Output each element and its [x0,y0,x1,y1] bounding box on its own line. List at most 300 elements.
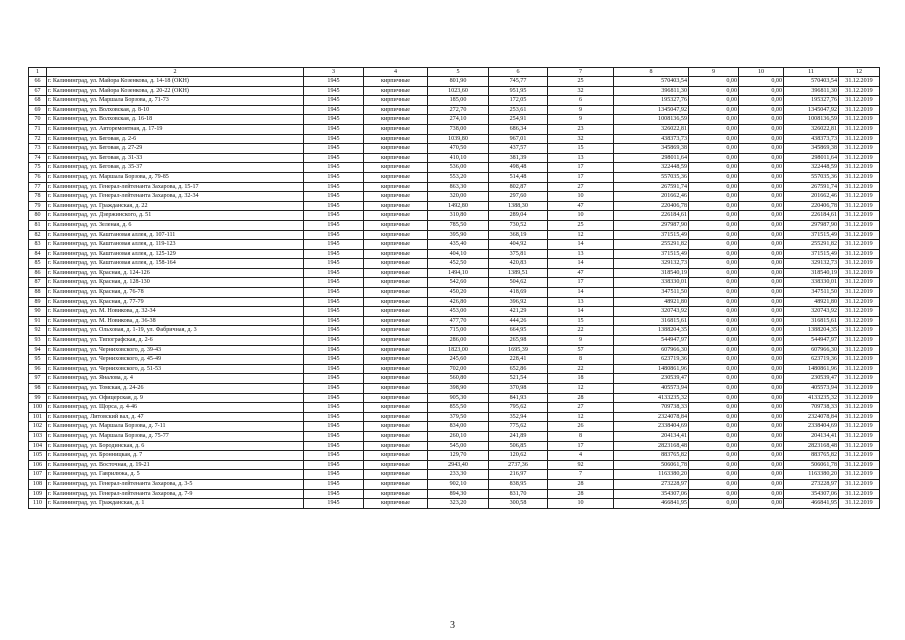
header-cell-8: 8 [614,68,689,77]
cell-address: г. Калининград, ул. Авторемонтная, д. 17-19 [47,124,304,134]
cell-row-number: 76 [29,172,47,182]
cell-year-built: 1945 [304,153,364,163]
cell-row-number: 97 [29,374,47,384]
cell-residents: 4 [548,451,614,461]
table-row [29,86,880,96]
cell-cost: 557035,36 [614,172,689,182]
cell-row-number: 68 [29,96,47,106]
cell-year-built: 1945 [304,201,364,211]
cell-residents: 8 [548,431,614,441]
cell-cost-col-10: 0,00 [739,124,784,134]
cell-residents: 10 [548,211,614,221]
cell-cost-col-9: 0,00 [689,288,739,298]
table-row [29,240,880,250]
cell-cost: 273228,97 [614,479,689,489]
cell-address: г. Калининград, ул. Восточная, д. 19-21 [47,460,304,470]
cell-row-number: 108 [29,479,47,489]
cell-year-built: 1945 [304,211,364,221]
table-row [29,230,880,240]
cell-residents: 8 [548,355,614,365]
cell-living-area: 418,69 [489,288,548,298]
cell-deadline: 31.12.2019 [839,211,880,221]
cell-cost-col-9: 0,00 [689,163,739,173]
table-row [29,393,880,403]
cell-total-cost: 883765,82 [784,451,839,461]
cell-cost-col-9: 0,00 [689,412,739,422]
cell-row-number: 71 [29,124,47,134]
cell-year-built: 1945 [304,268,364,278]
cell-cost-col-10: 0,00 [739,153,784,163]
cell-residents: 32 [548,134,614,144]
cell-residents: 9 [548,115,614,125]
cell-address: г. Калининград, ул. Гражданская, д. 22 [47,201,304,211]
cell-total-cost: 195327,76 [784,96,839,106]
cell-wall-material: кирпичные [364,96,428,106]
cell-total-cost: 320743,92 [784,307,839,317]
table-row [29,316,880,326]
cell-cost-col-10: 0,00 [739,460,784,470]
cell-row-number: 98 [29,384,47,394]
cell-deadline: 31.12.2019 [839,124,880,134]
cell-residents: 17 [548,172,614,182]
cell-address: г. Калининград, ул. Генерал-лейтенанта Захарова, д. 7-9 [47,489,304,499]
cell-living-area: 1695,39 [489,345,548,355]
cell-year-built: 1945 [304,316,364,326]
cell-total-area: 274,10 [428,115,489,125]
cell-row-number: 79 [29,201,47,211]
cell-row-number: 89 [29,297,47,307]
cell-cost-col-10: 0,00 [739,326,784,336]
cell-wall-material: кирпичные [364,479,428,489]
cell-cost: 607966,30 [614,345,689,355]
cell-cost-col-9: 0,00 [689,211,739,221]
cell-address: г. Калининград, ул. Черниховского, д. 51-53 [47,364,304,374]
cell-year-built: 1945 [304,489,364,499]
cell-cost-col-9: 0,00 [689,441,739,451]
cell-cost-col-10: 0,00 [739,393,784,403]
cell-total-area: 435,40 [428,240,489,250]
table-row [29,249,880,259]
cell-total-cost: 557035,36 [784,172,839,182]
cell-total-cost: 1008136,59 [784,115,839,125]
cell-cost-col-9: 0,00 [689,460,739,470]
cell-wall-material: кирпичные [364,316,428,326]
cell-cost: 371515,49 [614,249,689,259]
cell-year-built: 1945 [304,441,364,451]
table-row [29,259,880,269]
cell-residents: 27 [548,403,614,413]
cell-cost-col-10: 0,00 [739,134,784,144]
cell-row-number: 101 [29,412,47,422]
cell-cost-col-9: 0,00 [689,316,739,326]
cell-living-area: 300,58 [489,499,548,509]
cell-deadline: 31.12.2019 [839,220,880,230]
cell-living-area: 951,95 [489,86,548,96]
cell-living-area: 265,98 [489,336,548,346]
cell-year-built: 1945 [304,499,364,509]
cell-wall-material: кирпичные [364,192,428,202]
page-number: 3 [450,620,455,631]
cell-cost-col-10: 0,00 [739,297,784,307]
cell-cost-col-9: 0,00 [689,172,739,182]
cell-total-area: 129,70 [428,451,489,461]
cell-total-area: 894,30 [428,489,489,499]
cell-residents: 47 [548,268,614,278]
cell-cost-col-9: 0,00 [689,297,739,307]
cell-living-area: 745,77 [489,77,548,87]
cell-year-built: 1945 [304,384,364,394]
cell-living-area: 404,92 [489,240,548,250]
cell-year-built: 1945 [304,96,364,106]
cell-wall-material: кирпичные [364,240,428,250]
cell-residents: 26 [548,422,614,432]
cell-living-area: 504,62 [489,278,548,288]
cell-cost-col-10: 0,00 [739,240,784,250]
cell-living-area: 120,62 [489,451,548,461]
cell-cost: 267591,74 [614,182,689,192]
cell-year-built: 1945 [304,422,364,432]
cell-living-area: 506,85 [489,441,548,451]
cell-cost: 1008136,59 [614,115,689,125]
cell-year-built: 1945 [304,220,364,230]
cell-wall-material: кирпичные [364,230,428,240]
cell-cost-col-9: 0,00 [689,403,739,413]
cell-residents: 18 [548,374,614,384]
cell-residents: 12 [548,384,614,394]
cell-cost-col-9: 0,00 [689,220,739,230]
header-cell-12: 12 [839,68,880,77]
cell-wall-material: кирпичные [364,441,428,451]
cell-living-area: 652,86 [489,364,548,374]
cell-living-area: 375,81 [489,249,548,259]
cell-row-number: 93 [29,336,47,346]
cell-total-cost: 2823168,48 [784,441,839,451]
cell-deadline: 31.12.2019 [839,451,880,461]
cell-total-area: 863,30 [428,182,489,192]
cell-cost-col-9: 0,00 [689,240,739,250]
cell-row-number: 90 [29,307,47,317]
cell-address: г. Калининград, ул. Красная, д. 128-130 [47,278,304,288]
cell-total-cost: 371515,49 [784,230,839,240]
cell-address: г. Калининград, ул. Генерал-лейтенанта Захарова, д. 15-17 [47,182,304,192]
cell-total-cost: 709738,33 [784,403,839,413]
cell-total-area: 245,60 [428,355,489,365]
cell-total-area: 410,10 [428,153,489,163]
cell-cost-col-10: 0,00 [739,96,784,106]
cell-address: г. Калининград, ул. Гаврилюка, д. 5 [47,470,304,480]
cell-cost: 230539,47 [614,374,689,384]
cell-residents: 10 [548,192,614,202]
cell-residents: 23 [548,124,614,134]
cell-year-built: 1945 [304,240,364,250]
cell-residents: 10 [548,499,614,509]
cell-address: г. Калининград, ул. Зеленая, д. 6 [47,220,304,230]
cell-cost: 255291,82 [614,240,689,250]
cell-row-number: 66 [29,77,47,87]
cell-deadline: 31.12.2019 [839,374,880,384]
cell-wall-material: кирпичные [364,460,428,470]
cell-cost-col-10: 0,00 [739,451,784,461]
cell-deadline: 31.12.2019 [839,77,880,87]
cell-wall-material: кирпичные [364,451,428,461]
cell-residents: 9 [548,105,614,115]
cell-residents: 12 [548,230,614,240]
cell-deadline: 31.12.2019 [839,144,880,154]
cell-cost-col-10: 0,00 [739,115,784,125]
cell-total-area: 452,50 [428,259,489,269]
cell-residents: 13 [548,153,614,163]
cell-wall-material: кирпичные [364,124,428,134]
cell-wall-material: кирпичные [364,403,428,413]
cell-year-built: 1945 [304,259,364,269]
cell-total-cost: 201662,46 [784,192,839,202]
cell-year-built: 1945 [304,86,364,96]
cell-cost-col-9: 0,00 [689,201,739,211]
cell-cost-col-10: 0,00 [739,163,784,173]
cell-deadline: 31.12.2019 [839,297,880,307]
cell-total-cost: 396811,30 [784,86,839,96]
cell-row-number: 99 [29,393,47,403]
cell-residents: 47 [548,201,614,211]
header-row [29,68,880,77]
cell-residents: 9 [548,336,614,346]
cell-total-area: 450,20 [428,288,489,298]
cell-cost: 623719,36 [614,355,689,365]
table-row [29,412,880,422]
cell-row-number: 92 [29,326,47,336]
cell-total-area: 715,00 [428,326,489,336]
cell-deadline: 31.12.2019 [839,201,880,211]
cell-deadline: 31.12.2019 [839,393,880,403]
cell-wall-material: кирпичные [364,268,428,278]
register-table [28,67,880,509]
cell-cost: 405573,94 [614,384,689,394]
cell-address: г. Калининград, ул. Беговая, д. 35-37 [47,163,304,173]
table-row [29,403,880,413]
cell-deadline: 31.12.2019 [839,470,880,480]
cell-row-number: 102 [29,422,47,432]
cell-residents: 13 [548,249,614,259]
cell-cost: 201662,46 [614,192,689,202]
cell-total-cost: 347511,50 [784,288,839,298]
cell-address: г. Калининград, ул. Волховская, д. 16-18 [47,115,304,125]
table-row [29,307,880,317]
cell-year-built: 1945 [304,172,364,182]
cell-address: г. Калининград, ул. Яналова, д. 4 [47,374,304,384]
header-cell-2: 2 [47,68,304,77]
cell-residents: 13 [548,297,614,307]
cell-total-cost: 48921,80 [784,297,839,307]
cell-living-area: 521,54 [489,374,548,384]
cell-deadline: 31.12.2019 [839,105,880,115]
cell-deadline: 31.12.2019 [839,278,880,288]
cell-total-area: 286,00 [428,336,489,346]
cell-deadline: 31.12.2019 [839,163,880,173]
cell-cost-col-10: 0,00 [739,192,784,202]
cell-total-area: 310,80 [428,211,489,221]
cell-address: г. Калининград, ул. Майора Козенкова, д. 20-22 (ОКН) [47,86,304,96]
table-row [29,172,880,182]
cell-residents: 25 [548,220,614,230]
cell-total-area: 702,00 [428,364,489,374]
cell-living-area: 420,83 [489,259,548,269]
cell-row-number: 85 [29,259,47,269]
header-cell-6: 6 [489,68,548,77]
cell-cost: 226184,61 [614,211,689,221]
cell-total-cost: 1345047,92 [784,105,839,115]
cell-wall-material: кирпичные [364,307,428,317]
cell-living-area: 2737,36 [489,460,548,470]
cell-living-area: 370,98 [489,384,548,394]
cell-address: г. Калининград, ул. М. Новикова, д. 36-38 [47,316,304,326]
register-table-container [28,67,879,509]
table-row [29,192,880,202]
cell-year-built: 1945 [304,124,364,134]
cell-living-area: 967,01 [489,134,548,144]
cell-cost-col-10: 0,00 [739,431,784,441]
cell-row-number: 84 [29,249,47,259]
cell-year-built: 1945 [304,470,364,480]
table-row [29,431,880,441]
header-cell-10: 10 [739,68,784,77]
cell-deadline: 31.12.2019 [839,403,880,413]
cell-wall-material: кирпичные [364,374,428,384]
cell-total-cost: 338330,01 [784,278,839,288]
table-row [29,77,880,87]
cell-cost: 354307,06 [614,489,689,499]
cell-cost-col-9: 0,00 [689,249,739,259]
cell-deadline: 31.12.2019 [839,307,880,317]
cell-wall-material: кирпичные [364,105,428,115]
cell-total-area: 801,90 [428,77,489,87]
cell-residents: 14 [548,307,614,317]
cell-residents: 12 [548,412,614,422]
table-row [29,134,880,144]
cell-living-area: 289,04 [489,211,548,221]
cell-residents: 6 [548,96,614,106]
cell-year-built: 1945 [304,182,364,192]
cell-total-cost: 267591,74 [784,182,839,192]
cell-address: г. Калининград, ул. Беговая, д. 27-29 [47,144,304,154]
cell-wall-material: кирпичные [364,345,428,355]
cell-total-cost: 1163380,20 [784,470,839,480]
cell-cost-col-9: 0,00 [689,355,739,365]
cell-total-area: 785,50 [428,220,489,230]
table-row [29,326,880,336]
table-row [29,182,880,192]
cell-cost-col-9: 0,00 [689,326,739,336]
cell-total-area: 185,00 [428,96,489,106]
cell-row-number: 110 [29,499,47,509]
cell-living-area: 421,29 [489,307,548,317]
cell-cost: 322448,59 [614,163,689,173]
cell-deadline: 31.12.2019 [839,134,880,144]
table-row [29,288,880,298]
cell-cost-col-9: 0,00 [689,364,739,374]
cell-deadline: 31.12.2019 [839,412,880,422]
cell-row-number: 87 [29,278,47,288]
cell-cost-col-9: 0,00 [689,115,739,125]
cell-wall-material: кирпичные [364,364,428,374]
cell-living-area: 730,52 [489,220,548,230]
cell-total-area: 379,50 [428,412,489,422]
cell-address: г. Калининград, ул. Маршала Борзова, д. 71-73 [47,96,304,106]
cell-wall-material: кирпичные [364,489,428,499]
cell-cost: 466841,95 [614,499,689,509]
cell-cost: 1345047,92 [614,105,689,115]
cell-total-area: 395,90 [428,230,489,240]
cell-residents: 28 [548,479,614,489]
cell-total-area: 323,20 [428,499,489,509]
cell-total-cost: 466841,95 [784,499,839,509]
cell-cost-col-10: 0,00 [739,336,784,346]
cell-cost-col-10: 0,00 [739,249,784,259]
table-row [29,422,880,432]
cell-living-area: 381,39 [489,153,548,163]
cell-cost: 1388204,35 [614,326,689,336]
cell-deadline: 31.12.2019 [839,355,880,365]
cell-total-area: 553,20 [428,172,489,182]
cell-wall-material: кирпичные [364,422,428,432]
cell-living-area: 254,91 [489,115,548,125]
cell-year-built: 1945 [304,163,364,173]
cell-cost-col-9: 0,00 [689,307,739,317]
table-row [29,470,880,480]
cell-address: г. Калининград, ул. Маршала Борзова, д. 79-85 [47,172,304,182]
cell-cost: 326022,81 [614,124,689,134]
cell-deadline: 31.12.2019 [839,268,880,278]
cell-cost-col-9: 0,00 [689,105,739,115]
cell-deadline: 31.12.2019 [839,96,880,106]
table-row [29,144,880,154]
cell-residents: 92 [548,460,614,470]
cell-cost-col-10: 0,00 [739,441,784,451]
cell-cost-col-9: 0,00 [689,268,739,278]
table-row [29,211,880,221]
cell-total-area: 260,10 [428,431,489,441]
cell-row-number: 75 [29,163,47,173]
cell-total-area: 477,70 [428,316,489,326]
cell-living-area: 775,62 [489,422,548,432]
cell-living-area: 841,93 [489,393,548,403]
cell-cost-col-10: 0,00 [739,278,784,288]
cell-wall-material: кирпичные [364,288,428,298]
cell-total-cost: 329132,73 [784,259,839,269]
cell-residents: 22 [548,364,614,374]
cell-cost: 320743,92 [614,307,689,317]
cell-year-built: 1945 [304,144,364,154]
cell-row-number: 69 [29,105,47,115]
cell-address: г. Калининград, ул. Красная, д. 77-79 [47,297,304,307]
cell-year-built: 1945 [304,77,364,87]
cell-address: г. Калининград, ул. Каштановая аллея, д. 107-111 [47,230,304,240]
cell-total-cost: 204134,41 [784,431,839,441]
cell-address: г. Калининград, ул. Щорса, д. 4-46 [47,403,304,413]
cell-cost-col-9: 0,00 [689,86,739,96]
cell-total-cost: 4133235,32 [784,393,839,403]
cell-deadline: 31.12.2019 [839,249,880,259]
cell-cost-col-9: 0,00 [689,153,739,163]
cell-cost: 316815,61 [614,316,689,326]
cell-total-cost: 405573,94 [784,384,839,394]
cell-residents: 14 [548,288,614,298]
cell-residents: 14 [548,259,614,269]
cell-cost-col-9: 0,00 [689,182,739,192]
cell-row-number: 107 [29,470,47,480]
cell-residents: 17 [548,163,614,173]
cell-deadline: 31.12.2019 [839,422,880,432]
table-row [29,268,880,278]
